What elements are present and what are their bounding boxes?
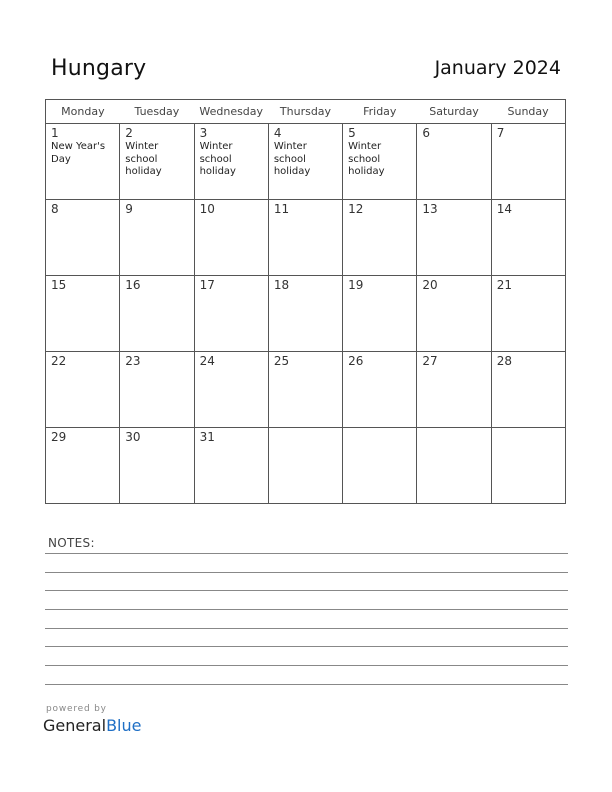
day-number: 14 — [496, 202, 512, 216]
day-cell — [268, 124, 342, 200]
powered-by-text: powered by — [46, 704, 107, 714]
day-cell — [194, 352, 268, 428]
day-number: 25 — [273, 354, 290, 368]
day-number: 3 — [199, 126, 208, 140]
day-number: 1 — [51, 126, 59, 140]
day-number: 20 — [422, 278, 438, 292]
month-title: January 2024 — [434, 57, 561, 79]
day-number: 4 — [273, 126, 282, 140]
day-number: 19 — [348, 278, 364, 292]
day-cell — [491, 200, 565, 276]
day-number: 27 — [422, 354, 438, 368]
day-cell — [194, 276, 268, 352]
day-cell — [46, 428, 120, 504]
day-cell — [343, 200, 417, 276]
weekday-header-row — [46, 100, 566, 124]
day-cell — [268, 352, 342, 428]
day-number: 2 — [125, 126, 133, 140]
day-cell — [417, 352, 491, 428]
day-cell — [343, 276, 417, 352]
country-title: Hungary — [51, 56, 147, 81]
notes-label: NOTES: — [48, 536, 95, 550]
day-number: 5 — [348, 126, 356, 140]
day-cell — [120, 352, 194, 428]
day-cell — [120, 124, 194, 200]
day-cell — [491, 124, 565, 200]
holiday-label: New Year's Day — [51, 141, 106, 165]
day-number: 28 — [496, 354, 512, 368]
week-row — [46, 124, 566, 200]
notes-line — [45, 646, 568, 647]
day-number: 30 — [125, 430, 141, 444]
day-cell — [343, 352, 417, 428]
day-number: 9 — [125, 202, 133, 216]
weekday-header: Sunday — [491, 100, 565, 124]
generalblue-logo — [43, 716, 141, 735]
holiday-label: Winter school holiday — [125, 141, 162, 177]
day-number: 11 — [273, 202, 290, 216]
notes-line — [45, 572, 568, 573]
notes-line — [45, 665, 568, 666]
day-cell — [268, 200, 342, 276]
day-cell — [417, 200, 491, 276]
day-number: 16 — [125, 278, 141, 292]
weekday-header: Wednesday — [194, 100, 268, 124]
day-cell — [343, 124, 417, 200]
day-number: 21 — [496, 278, 512, 292]
day-cell — [417, 428, 491, 504]
logo-word-blue: Blue — [106, 716, 142, 735]
day-number: 8 — [51, 202, 59, 216]
day-cell — [194, 428, 268, 504]
day-number: 13 — [422, 202, 438, 216]
day-cell — [46, 200, 120, 276]
weekday-header: Tuesday — [120, 100, 194, 124]
day-cell — [491, 352, 565, 428]
day-cell — [268, 428, 342, 504]
weekday-header: Thursday — [268, 100, 342, 124]
day-cell — [417, 124, 491, 200]
day-cell — [491, 276, 565, 352]
day-number: 6 — [422, 126, 431, 140]
day-number: 23 — [125, 354, 141, 368]
day-cell — [46, 352, 120, 428]
day-cell — [343, 428, 417, 504]
notes-line — [45, 609, 568, 610]
day-cell — [120, 428, 194, 504]
day-number: 15 — [51, 278, 67, 292]
day-number: 7 — [496, 126, 505, 140]
day-number: 31 — [199, 430, 215, 444]
logo-word-general: General — [43, 716, 107, 735]
day-number: 22 — [51, 354, 67, 368]
day-cell — [194, 124, 268, 200]
week-row — [46, 200, 566, 276]
notes-line — [45, 684, 568, 685]
day-cell — [417, 276, 491, 352]
day-number: 12 — [348, 202, 364, 216]
notes-line — [45, 628, 568, 629]
day-cell — [46, 124, 120, 200]
notes-line — [45, 553, 568, 554]
day-number: 17 — [199, 278, 215, 292]
day-cell — [491, 428, 565, 504]
day-number: 26 — [348, 354, 364, 368]
holiday-label: Winter school holiday — [348, 141, 385, 177]
holiday-label: Winter school holiday — [273, 141, 311, 177]
day-number: 18 — [273, 278, 290, 292]
week-row — [46, 352, 566, 428]
weekday-header: Monday — [46, 100, 120, 124]
holiday-label: Winter school holiday — [199, 141, 236, 177]
calendar-grid — [45, 99, 566, 504]
day-cell — [194, 200, 268, 276]
day-cell — [120, 276, 194, 352]
day-cell — [46, 276, 120, 352]
day-number: 10 — [199, 202, 215, 216]
day-number: 24 — [199, 354, 215, 368]
weekday-header: Saturday — [417, 100, 491, 124]
day-cell — [268, 276, 342, 352]
day-cell — [120, 200, 194, 276]
week-row — [46, 428, 566, 504]
notes-line — [45, 590, 568, 591]
weekday-header: Friday — [343, 100, 417, 124]
week-row — [46, 276, 566, 352]
day-number: 29 — [51, 430, 67, 444]
